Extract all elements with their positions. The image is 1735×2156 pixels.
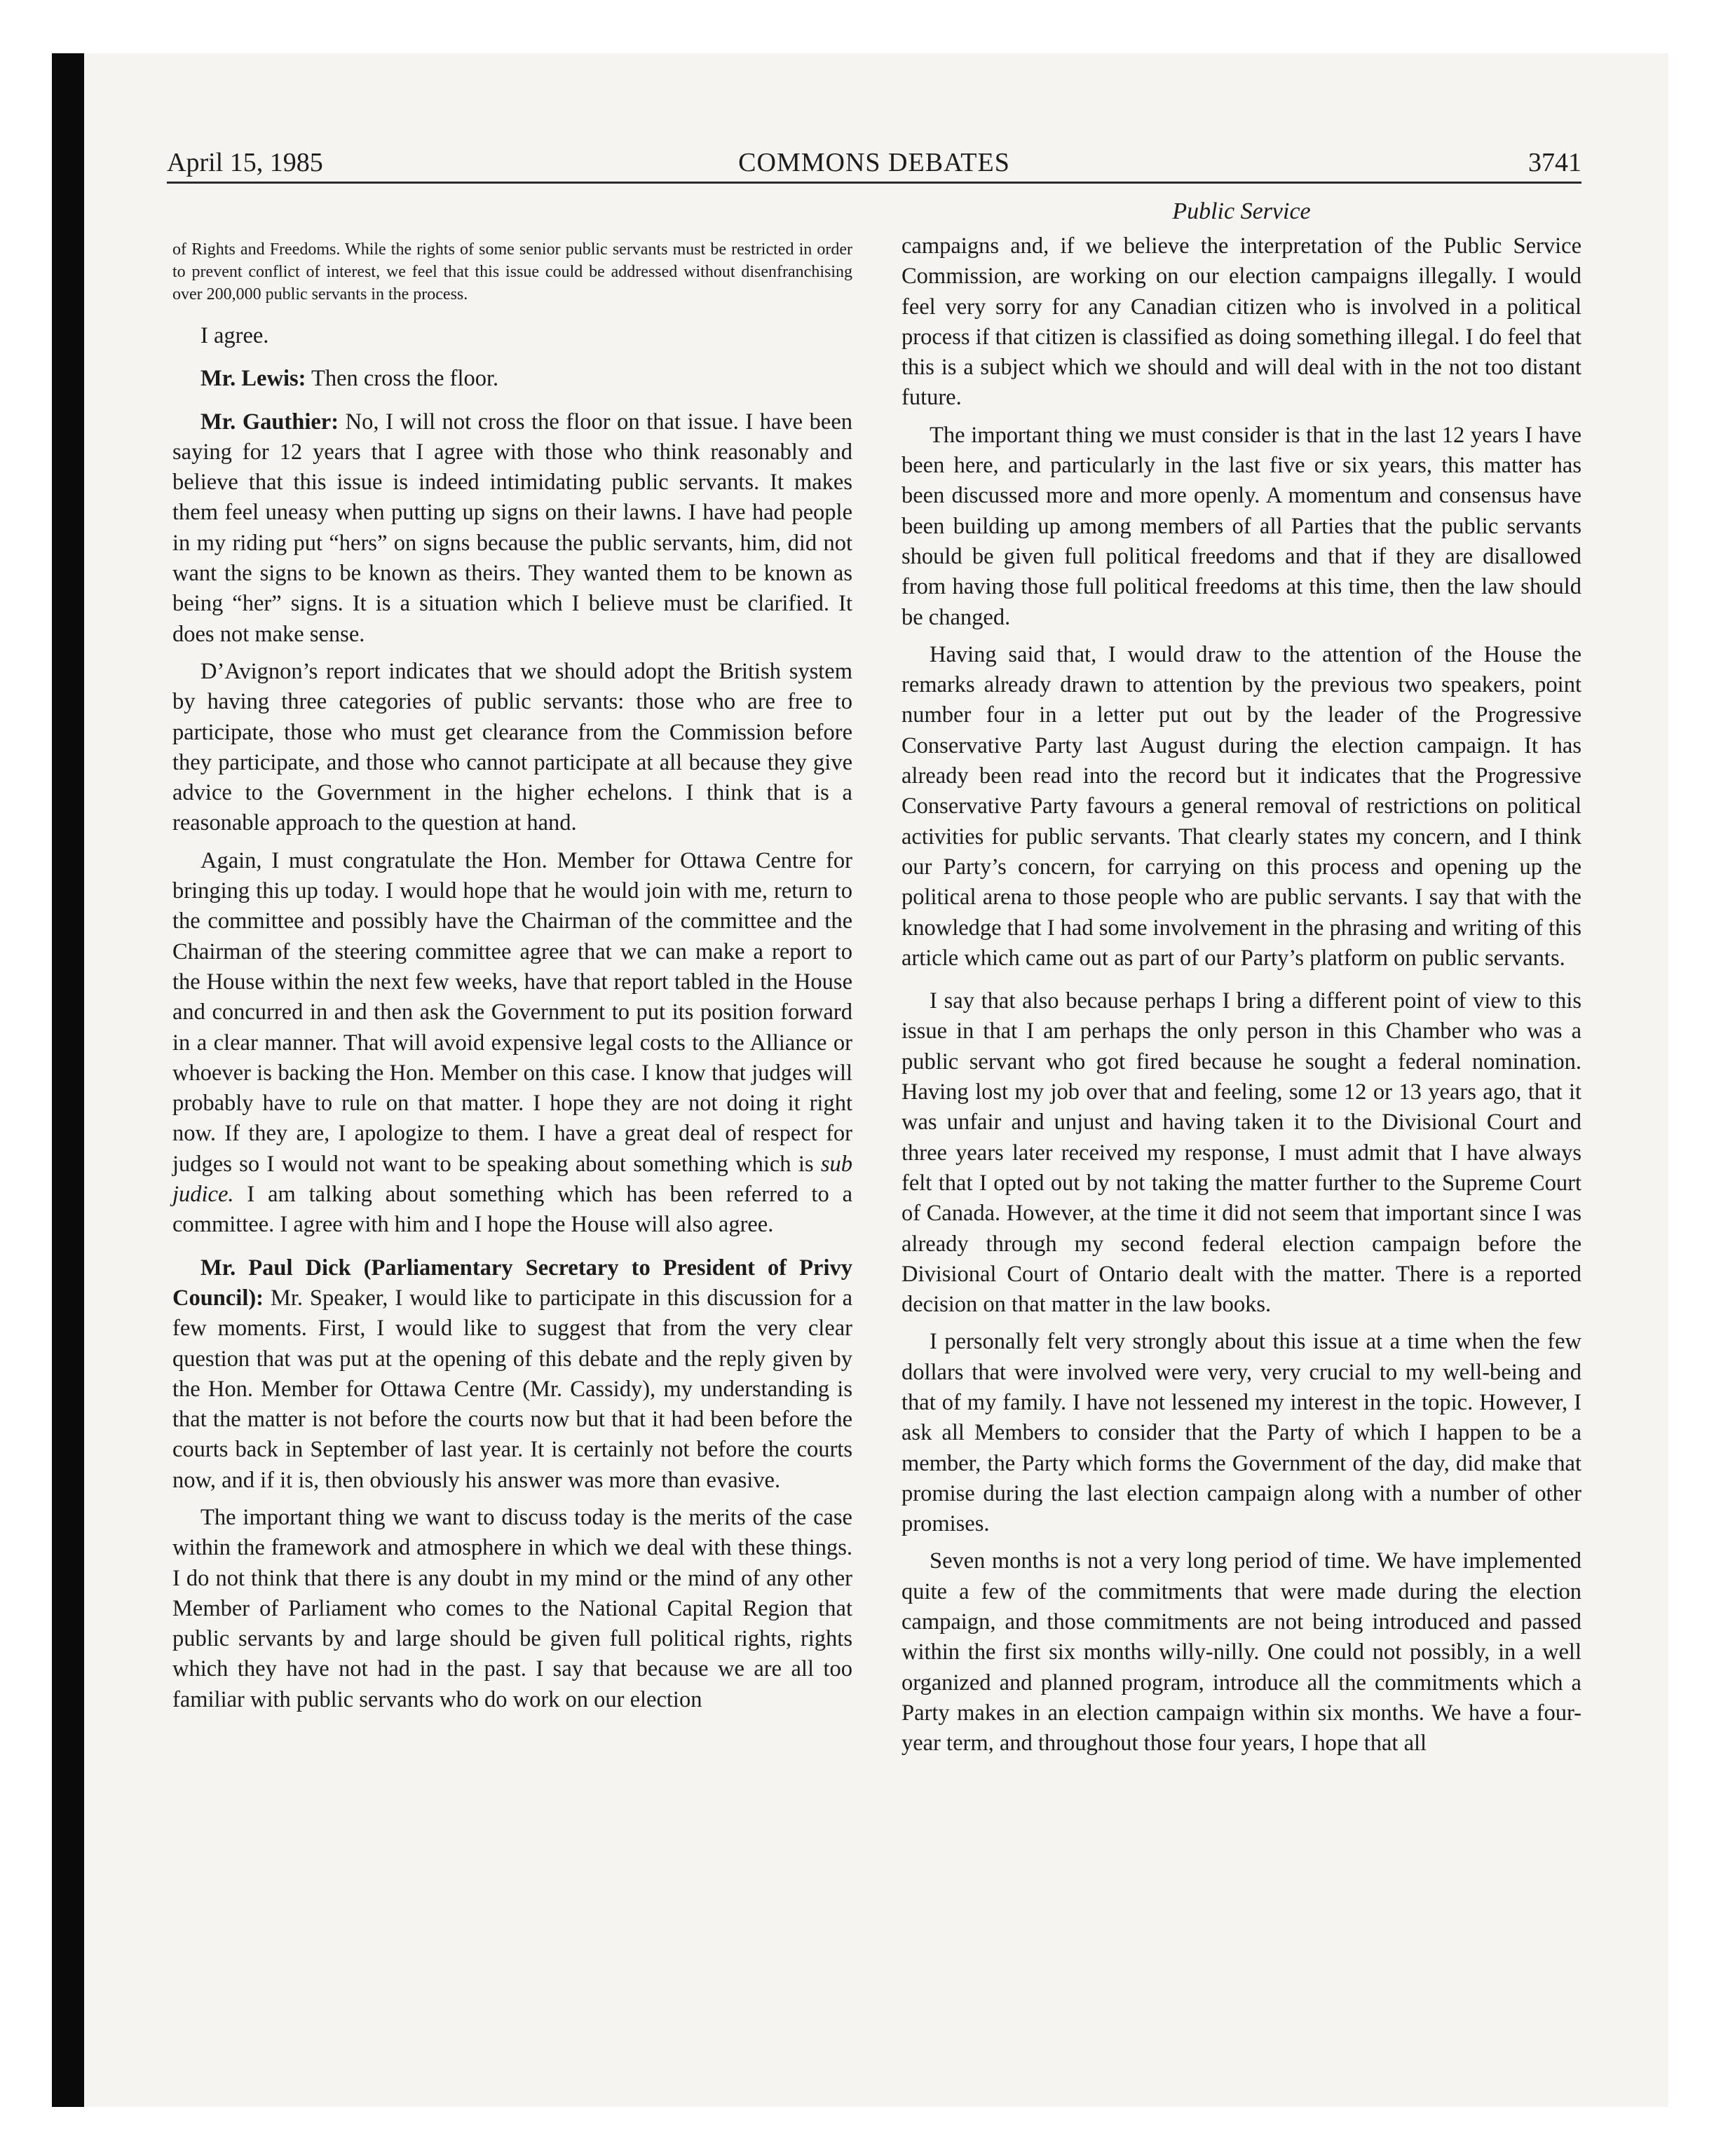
paragraph: I agree.: [200, 323, 269, 348]
header-date: April 15, 1985: [167, 148, 323, 177]
speech-text: No, I will not cross the floor on that issue. I have been saying for 12 years that I agree with those who think reasonably and believe that this issue is indeed intimidating public servants. It makes them feel uneasy when putting up signs on their lawns. I have had people in my riding put “hers” on signs because the public servants, him, did not want the signs to be known as theirs. They wanted them to be known as being “her” signs. It is a situation which I believe must be clarified. It does not make sense.: [172, 409, 853, 647]
speaker-name: Mr. Lewis:: [200, 366, 306, 392]
speech-text: Mr. Speaker, I would like to participate in this discussion for a few moments. First, I would like to suggest that from the very clear question that was put at the opening of this debate and the reply given by the Hon. Member for Ottawa Centre (Mr. Cassidy), my understanding is that the matter is not before the courts now but that it had been before the courts back in September of last year. It is certainly not before the courts now, and if it is, then obviously his answer was more than evasive.: [172, 1285, 852, 1493]
paragraph-text: Again, I must congratulate the Hon. Member for Ottawa Centre for bringing this up today. I would hope that he would join with me, return to the committee and possibly have the Chairman of the committee and the Chairman of the steering committee agree that we can make a report to the House within the next few weeks, have that report tabled in the House and concurred in and then ask the Government to put its position forward in a clear manner. That will avoid expensive legal costs to the Alliance or whoever is backing the Hon. Member on this case. I know that judges will probably have to rule on that matter. I hope they are not doing it right now. If they are, I apologize to them. I have a great deal of respect for judges so I would not want to be speaking about something which is: [172, 847, 852, 1177]
speech-paragraph: [172, 407, 852, 650]
page-header: [167, 144, 1581, 184]
paragraph: Having said that, I would draw to the attention of the House the remarks already drawn to attention by the previous two speakers, point number four in a letter put out by the leader of the Progressive Conservative Party last August during the election campaign. It has already been read into the record but it indicates that the Progressive Conservative Party favours a general removal of restrictions on political activities for public servants. That clearly states my concern, and I think our Party’s concern, for carrying on this process and opening up the political arena to those people who are public servants. I say that with the knowledge that I had some involvement in the phrasing and writing of this article which came out as part of our Party’s platform on public servants.: [901, 641, 1581, 971]
speech-text: Then cross the floor.: [311, 366, 499, 392]
scan-border: [52, 53, 84, 2107]
paragraph: campaigns and, if we believe the interpretation of the Public Service Commission, are working on our election campaigns illegally. I would feel very sorry for any Canadian citizen who is involved in a political process if that citizen is classified as doing something illegal. I do feel that this is a subject which we should and will deal with in the not too distant future.: [901, 233, 1581, 411]
paragraph: The important thing we must consider is that in the last 12 years I have been here, and particularly in the last five or six years, this matter has been discussed more and more openly. A momentum and consensus have been building up among members of all Parties that the public servants should be given full political freedoms and that if they are disallowed from having those full political freedoms at this time, then the law should be changed.: [901, 422, 1581, 630]
paragraph: I personally felt very strongly about this issue at a time when the few dollars that were involved were very, very crucial to my well-being and that of my family. I have not lessened my interest in the topic. However, I ask all Members to consider that the Party of which I happen to be a member, the Party which forms the Government of the day, did make that promise during the last election campaign along with a number of other promises.: [901, 1329, 1581, 1537]
paragraph: The important thing we want to discuss today is the merits of the case within the framework and atmosphere in which we deal with these things. I do not think that there is any doubt in my mind or the mind of any other Member of Parliament who comes to the National Capital Region that public servants by and large should be given full political rights, rights which they have not had in the past. I say that because we are all too familiar with public servants who do work on our election: [172, 1504, 852, 1712]
right-column: [901, 196, 1581, 1766]
header-title: COMMONS DEBATES: [738, 148, 1010, 177]
paragraph: Seven months is not a very long period of time. We have implemented quite a few of the commitments that were made during the election campaign, and those commitments are not being introduced and passed within the first six months willy-nilly. One could not possibly, in a well organized and planned program, introduce all the commitments which a Party makes in an election campaign within six months. We have a four-year term, and throughout those four years, I hope that all: [901, 1548, 1581, 1756]
speech-paragraph: [172, 1253, 852, 1496]
speaker-name: Mr. Paul Dick (Parliamentary Secretary to President of Privy Council):: [172, 1255, 852, 1311]
paragraph: I say that also because perhaps I bring a different point of view to this issue in that I am perhaps the only person in this Chamber who was a public servant who got fired because he sought a federal nomination. Having lost my job over that and feeling, some 12 or 13 years ago, that it was unfair and unjust and having taken it to the Divisional Court and three years later received my response, I must admit that I have always felt that I opted out by not taking the matter further to the Supreme Court of Canada. However, at the time it did not seem that important since I was already through my second federal election campaign before the Divisional Court of Ontario dealt with the matter. There is a reported decision on that matter in the law books.: [901, 988, 1581, 1318]
header-page-number: 3741: [1528, 148, 1581, 177]
speech-paragraph: [172, 364, 852, 394]
italic-term: sub judice.: [172, 1151, 853, 1208]
paragraph: D’Avignon’s report indicates that we should adopt the British system by having three categories of public servants: those who are free to participate, those who must get clearance from the Commission before they participate, and those who cannot participate at all because they give advice to the Government in the higher echelons. I think that is a reasonable approach to the question at hand.: [172, 658, 852, 836]
paragraph: [172, 846, 852, 1241]
running-head: Public Service: [1172, 198, 1311, 224]
speaker-name: Mr. Gauthier:: [200, 409, 339, 435]
quoted-passage: of Rights and Freedoms. While the rights of some senior public servants must be restricted in order to prevent conflict of interest, we feel that this issue could be addressed without disenfranchising over 200,000 public servants in the process.: [172, 240, 852, 303]
left-column: [172, 196, 852, 1722]
paragraph-text: I am talking about something which has been referred to a committee. I agree with him and I hope the House will also agree.: [172, 1182, 852, 1238]
